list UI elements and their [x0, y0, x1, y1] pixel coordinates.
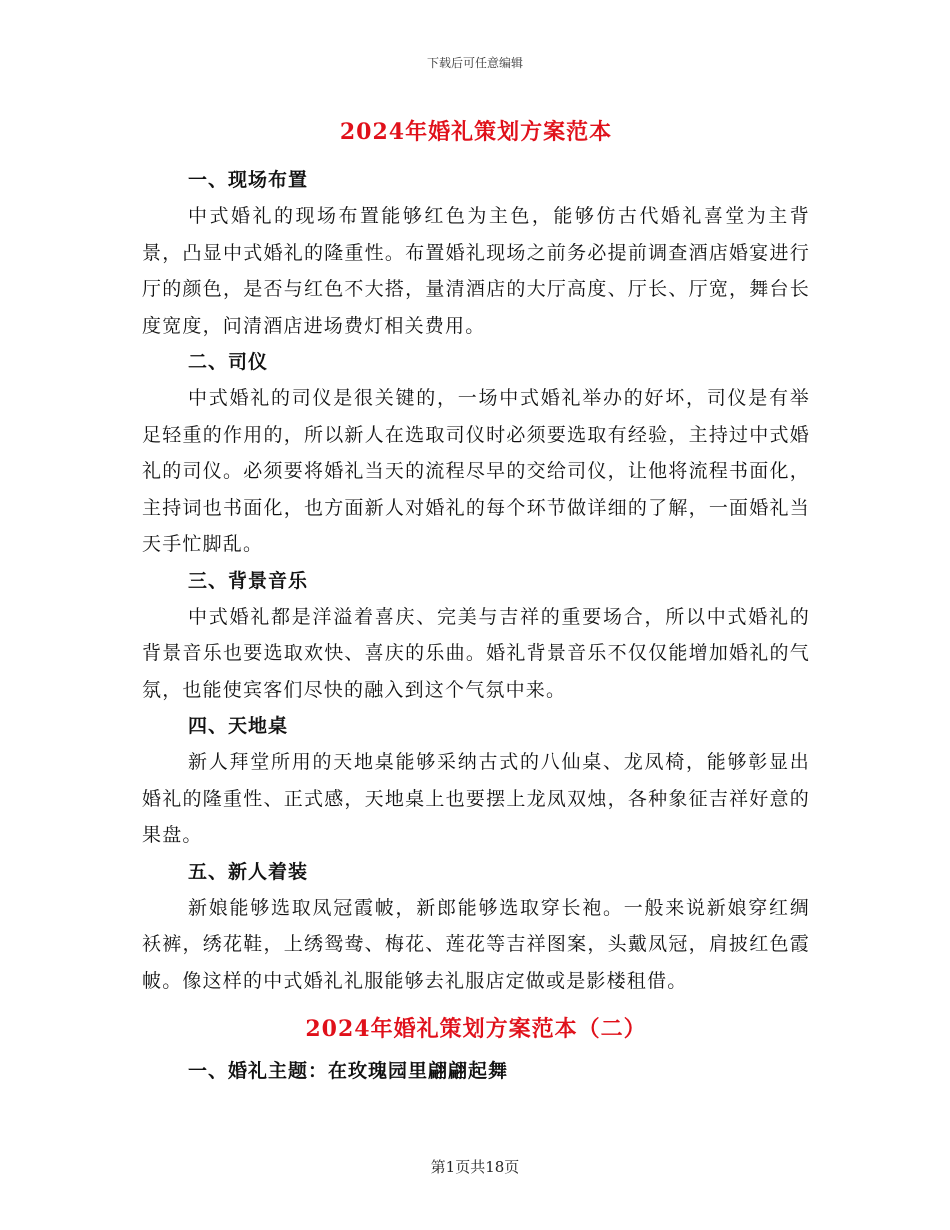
page-footer: 第1页共18页	[430, 1158, 520, 1176]
section-heading: 五、新人着装	[188, 860, 309, 883]
section-heading: 四、天地桌	[188, 715, 289, 737]
section-heading: 三、背景音乐	[188, 569, 309, 592]
section-paragraph: 新人拜堂所用的天地桌能够采纳古式的八仙桌、龙凤椅，能够彰显出婚礼的隆重性、正式感，天地桌上也要摆上龙凤双烛，各种象征吉祥好意的果盘。	[142, 751, 810, 846]
section-paragraph: 中式婚礼的现场布置能够红色为主色，能够仿古代婚礼喜堂为主背景，凸显中式婚礼的隆重性。布置婚礼现场之前务必提前调查酒店婚宴进行厅的颜色，是否与红色不大搭，量清酒店的大厅高度、厅长、厅宽，舞台长度宽度，问清酒店进场费灯相关费用。	[142, 205, 810, 337]
section-5	[142, 854, 810, 1000]
header-note: 下载后可任意编辑	[426, 56, 523, 70]
section-heading: 二、司仪	[188, 351, 269, 373]
second-document-title: 2024年婚礼策划方案范本（二）	[305, 1016, 647, 1042]
document-title: 2024年婚礼策划方案范本	[339, 119, 613, 145]
section-paragraph: 新娘能够选取凤冠霞帔，新郎能够选取穿长袍。一般来说新娘穿红绸袄裤，绣花鞋，上绣鸳鸯、梅花、莲花等吉祥图案，头戴凤冠，肩披红色霞帔。像这样的中式婚礼礼服能够去礼服店定做或是影楼租借。	[142, 896, 810, 992]
section-3	[142, 563, 810, 709]
section-heading: 一、现场布置	[188, 169, 309, 191]
section-paragraph: 中式婚礼都是洋溢着喜庆、完美与吉祥的重要场合，所以中式婚礼的背景音乐也要选取欢快、喜庆的乐曲。婚礼背景音乐不仅仅能增加婚礼的气氛，也能使宾客们尽快的融入到这个气氛中来。	[142, 605, 810, 701]
second-section-heading: 一、婚礼主题：在玫瑰园里翩翩起舞	[188, 1060, 509, 1082]
section-2	[142, 344, 810, 563]
section-1	[142, 162, 810, 344]
section-paragraph: 中式婚礼的司仪是很关键的，一场中式婚礼举办的好坏，司仪是有举足轻重的作用的，所以新人在选取司仪时必须要选取有经验，主持过中式婚礼的司仪。必须要将婚礼当天的流程尽早的交给司仪，让他将流程书面化，主持词也书面化，也方面新人对婚礼的每个环节做详细的了解，一面婚礼当天手忙脚乱。	[142, 387, 810, 555]
document-body	[142, 112, 810, 1089]
section-4	[142, 708, 810, 854]
